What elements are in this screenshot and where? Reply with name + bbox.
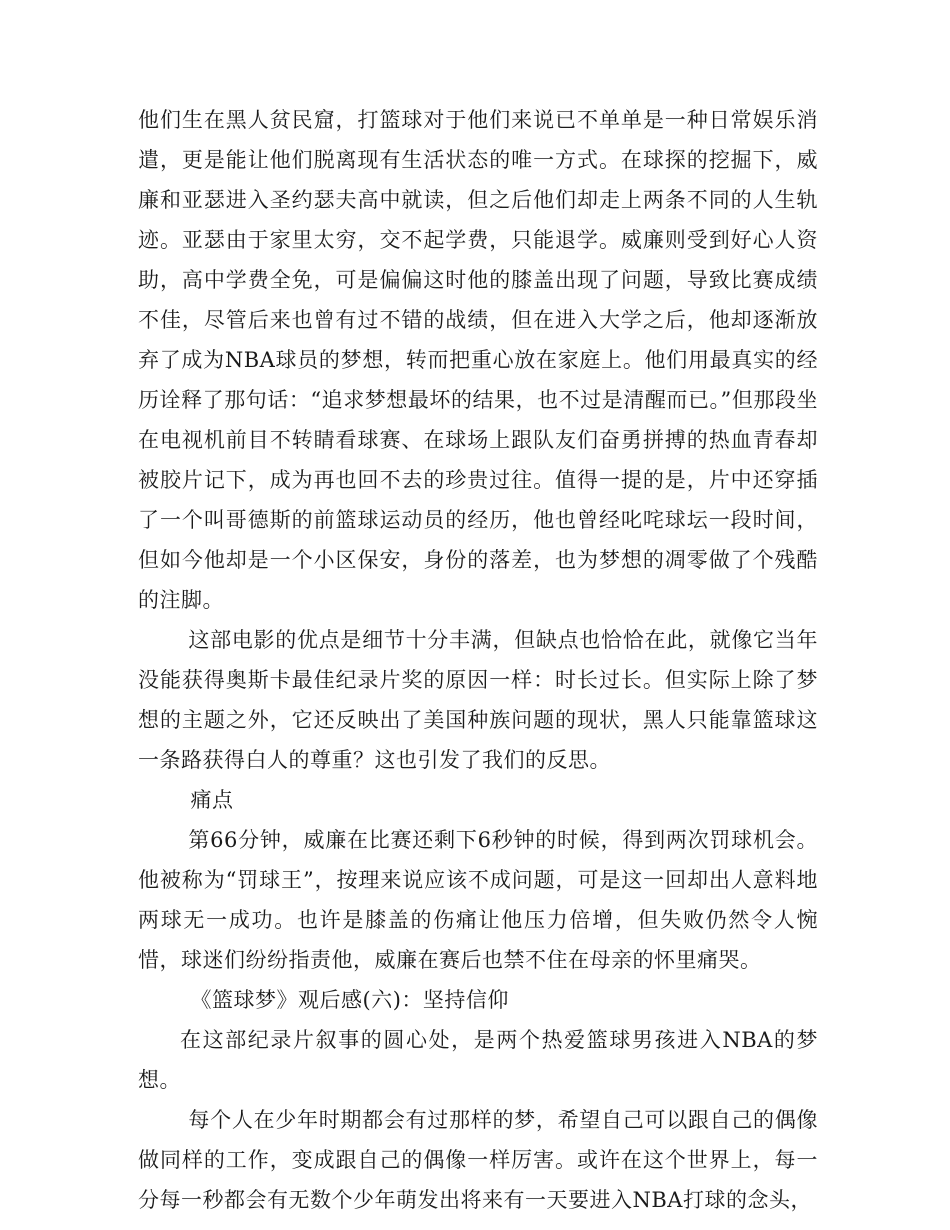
- paragraph-story: 他们生在黑人贫民窟，打篮球对于他们来说已不单单是一种日常娱乐消遣，更是能让他们脱离现有生活状态的唯一方式。在球探的挖掘下，威廉和亚瑟进入圣约瑟夫高中就读，但之后他们却走上两条不同的人生轨迹。亚瑟由于家里太穷，交不起学费，只能退学。威廉则受到好心人资助，高中学费全免，可是偏偏这时他的膝盖出现了问题，导致比赛成绩不佳，尽管后来也曾有过不错的战绩，但在进入大学之后，他却逐渐放弃了成为NBA球员的梦想，转而把重心放在家庭上。他们用最真实的经历诠释了那句话：“追求梦想最坏的结果，也不过是清醒而已。”但那段坐在电视机前目不转睛看球赛、在球场上跟队友们奋勇拼搏的热血青春却被胶片记下，成为再也回不去的珍贵过往。值得一提的是，片中还穿插了一个叫哥德斯的前篮球运动员的经历，他也曾经叱咤球坛一段时间，但如今他却是一个小区保安，身份的落差，也为梦想的凋零做了个残酷的注脚。: [138, 108, 818, 612]
- paragraph-youth-dream: 每个人在少年时期都会有过那样的梦，希望自己可以跟自己的偶像做同样的工作，变成跟自己的偶像一样厉害。或许在这个世界上，每一分每一秒都会有无数个少年萌发出将来有一天要进入NBA打球的念头，: [138, 1108, 818, 1212]
- paragraph-review: 这部电影的优点是细节十分丰满，但缺点也恰恰在此，就像它当年没能获得奥斯卡最佳纪录片奖的原因一样：时长过长。但实际上除了梦想的主题之外，它还反映出了美国种族问题的现状，黑人只能靠篮球这一条路获得白人的尊重？这也引发了我们的反思。: [138, 628, 818, 772]
- paragraph-pain-point: 第66分钟，威廉在比赛还剩下6秒钟的时候，得到两次罚球机会。他被称为“罚球王”，按理来说应该不成问题，可是这一回却出人意料地两球无一成功。也许是膝盖的伤痛让他压力倍增，但失败仍然令人惋惜，球迷们纷纷指责他，威廉在赛后也禁不住在母亲的怀里痛哭。: [138, 828, 818, 972]
- heading-pain-point: 痛点: [190, 788, 234, 812]
- document-page: [138, 100, 818, 1220]
- heading-section-six: 《篮球梦》观后感(六)：坚持信仰: [190, 988, 509, 1012]
- paragraph-dream-center: 在这部纪录片叙事的圆心处，是两个热爱篮球男孩进入NBA的梦想。: [138, 1028, 818, 1092]
